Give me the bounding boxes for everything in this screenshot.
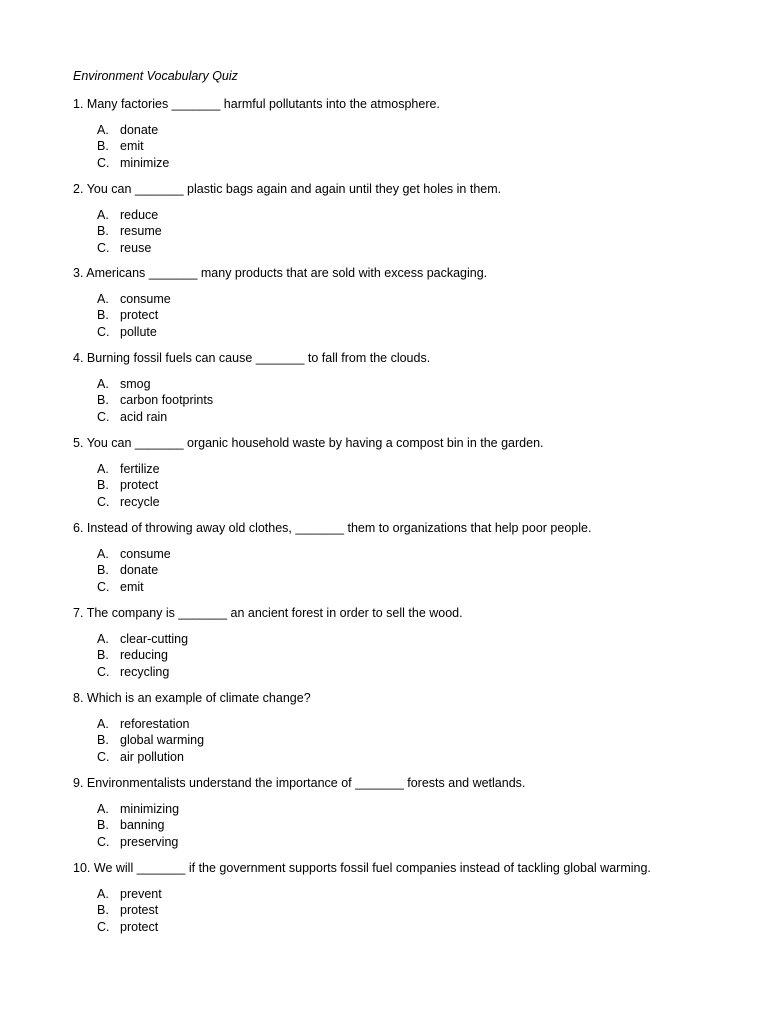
answer-option xyxy=(73,647,753,663)
answer-option xyxy=(73,223,753,239)
question-10 xyxy=(73,860,753,935)
option-letter: C. xyxy=(97,749,110,764)
answer-options xyxy=(73,801,753,850)
question-text: You can _______ organic household waste by having a compost bin in the garden. xyxy=(86,436,544,450)
option-text: recycle xyxy=(120,494,160,509)
option-text: emit xyxy=(120,139,144,154)
question-3 xyxy=(73,265,753,340)
question-text: Americans _______ many products that are sold with excess packaging. xyxy=(86,266,488,280)
question-number: 8. xyxy=(73,691,84,705)
question-9 xyxy=(73,775,753,850)
option-letter: C. xyxy=(97,494,110,509)
option-letter: A. xyxy=(97,632,109,646)
question-number: 10. xyxy=(73,861,91,875)
answer-option xyxy=(73,376,753,392)
option-text: preserving xyxy=(120,834,179,849)
answer-option xyxy=(73,919,753,935)
option-text: emit xyxy=(120,579,144,594)
question-text: The company is _______ an ancient forest in order to sell the wood. xyxy=(86,606,463,620)
option-letter: B. xyxy=(97,308,109,323)
option-letter: A. xyxy=(97,462,109,476)
option-letter: A. xyxy=(97,717,109,731)
option-letter: B. xyxy=(97,903,109,918)
option-letter: B. xyxy=(97,563,109,578)
option-text: resume xyxy=(120,224,162,239)
answer-option xyxy=(73,324,753,340)
option-letter: A. xyxy=(97,208,109,222)
option-text: protect xyxy=(120,308,159,323)
option-letter: A. xyxy=(97,887,109,901)
question-text: Environmentalists understand the importance of _______ forests and wetlands. xyxy=(86,776,526,790)
answer-options xyxy=(73,631,753,680)
answer-option xyxy=(73,122,753,138)
option-letter: B. xyxy=(97,224,109,239)
answer-option xyxy=(73,409,753,425)
answer-option xyxy=(73,562,753,578)
option-letter: C. xyxy=(97,664,110,679)
question-8 xyxy=(73,690,753,765)
option-text: protest xyxy=(120,903,159,918)
option-letter: A. xyxy=(97,547,109,561)
answer-option xyxy=(73,834,753,850)
option-letter: C. xyxy=(97,579,110,594)
option-text: donate xyxy=(120,123,159,137)
option-text: fertilize xyxy=(120,462,160,476)
option-letter: B. xyxy=(97,818,109,833)
option-letter: A. xyxy=(97,377,109,391)
option-letter: B. xyxy=(97,393,109,408)
answer-option xyxy=(73,664,753,680)
answer-options xyxy=(73,207,753,256)
question-text: Many factories _______ harmful pollutants into the atmosphere. xyxy=(86,97,440,111)
answer-option xyxy=(73,477,753,493)
option-letter: C. xyxy=(97,919,110,934)
question-number: 2. xyxy=(73,182,84,196)
option-text: pollute xyxy=(120,324,157,339)
question-number: 9. xyxy=(73,776,84,790)
option-text: prevent xyxy=(120,887,162,901)
option-text: recycling xyxy=(120,664,170,679)
option-letter: B. xyxy=(97,733,109,748)
option-letter: A. xyxy=(97,123,109,137)
answer-options xyxy=(73,291,753,340)
answer-option xyxy=(73,631,753,647)
question-text: You can _______ plastic bags again and again until they get holes in them. xyxy=(86,182,502,196)
answer-option xyxy=(73,207,753,223)
option-text: carbon footprints xyxy=(120,393,214,408)
answer-options xyxy=(73,461,753,510)
answer-option xyxy=(73,155,753,171)
option-text: consume xyxy=(120,547,171,561)
answer-option xyxy=(73,461,753,477)
option-letter: B. xyxy=(97,478,109,493)
answer-option xyxy=(73,801,753,817)
option-letter: B. xyxy=(97,648,109,663)
option-text: protect xyxy=(120,478,159,493)
option-text: smog xyxy=(120,377,151,391)
option-letter: A. xyxy=(97,802,109,816)
option-letter: C. xyxy=(97,240,110,255)
answer-option xyxy=(73,886,753,902)
question-1 xyxy=(73,96,753,171)
quiz-title: Environment Vocabulary Quiz xyxy=(73,69,238,83)
question-4 xyxy=(73,350,753,425)
answer-option xyxy=(73,240,753,256)
option-text: reducing xyxy=(120,648,168,663)
answer-options xyxy=(73,546,753,595)
question-number: 6. xyxy=(73,521,84,535)
question-number: 5. xyxy=(73,436,84,450)
question-text: Which is an example of climate change? xyxy=(86,691,311,705)
option-text: reduce xyxy=(120,208,159,222)
answer-option xyxy=(73,716,753,732)
answer-option xyxy=(73,138,753,154)
question-number: 3. xyxy=(73,266,84,280)
option-letter: C. xyxy=(97,409,110,424)
answer-options xyxy=(73,376,753,425)
option-text: minimize xyxy=(120,155,170,170)
option-text: acid rain xyxy=(120,409,168,424)
option-letter: C. xyxy=(97,324,110,339)
answer-options xyxy=(73,122,753,171)
question-number: 1. xyxy=(73,97,84,111)
option-letter: A. xyxy=(97,292,109,306)
answer-option xyxy=(73,749,753,765)
option-letter: C. xyxy=(97,834,110,849)
answer-option xyxy=(73,817,753,833)
option-text: protect xyxy=(120,919,159,934)
question-text: We will _______ if the government supports fossil fuel companies instead of tackling global warming. xyxy=(93,861,651,875)
question-2 xyxy=(73,181,753,256)
answer-option xyxy=(73,546,753,562)
option-text: air pollution xyxy=(120,749,184,764)
answer-options xyxy=(73,716,753,765)
option-text: reforestation xyxy=(120,717,190,731)
option-letter: C. xyxy=(97,155,110,170)
answer-option xyxy=(73,902,753,918)
answer-option xyxy=(73,732,753,748)
option-text: consume xyxy=(120,292,171,306)
option-letter: B. xyxy=(97,139,109,154)
question-5 xyxy=(73,435,753,510)
answer-options xyxy=(73,886,753,935)
question-7 xyxy=(73,605,753,680)
question-text: Instead of throwing away old clothes, _______ them to organizations that help poor people. xyxy=(86,521,592,535)
question-6 xyxy=(73,520,753,595)
answer-option xyxy=(73,494,753,510)
option-text: minimizing xyxy=(120,802,180,816)
option-text: reuse xyxy=(120,240,152,255)
answer-option xyxy=(73,392,753,408)
option-text: donate xyxy=(120,563,159,578)
question-number: 4. xyxy=(73,351,84,365)
answer-option xyxy=(73,579,753,595)
option-text: clear-cutting xyxy=(120,632,189,646)
question-text: Burning fossil fuels can cause _______ to fall from the clouds. xyxy=(86,351,431,365)
option-text: banning xyxy=(120,818,165,833)
question-number: 7. xyxy=(73,606,84,620)
answer-option xyxy=(73,291,753,307)
answer-option xyxy=(73,307,753,323)
option-text: global warming xyxy=(120,733,205,748)
